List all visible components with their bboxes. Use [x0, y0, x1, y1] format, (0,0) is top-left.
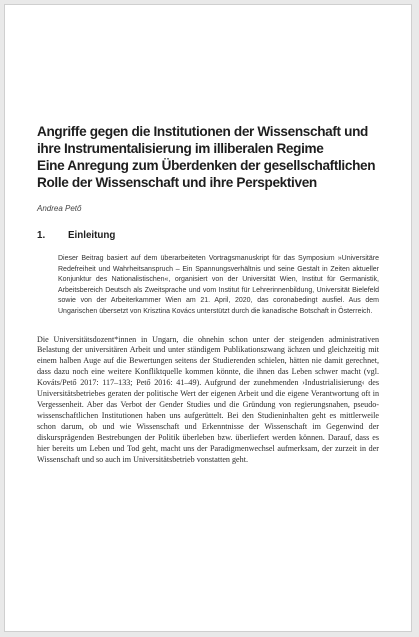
- section-heading: [37, 230, 379, 241]
- article-subtitle: Eine Anregung zum Überdenken der gesellschaftlichen Rolle der Wissenschaft und ihre Perspektiven: [37, 158, 376, 190]
- section-number: 1.: [37, 230, 46, 241]
- section-title: Einleitung: [68, 230, 116, 241]
- body-paragraph: Die Universitätsdozent*innen in Ungarn, die ohnehin schon unter der steigenden administrativen Belastung der universitären Arbeit und unter ständigem Publikationszwang ächzen und gleichzeitig mit einem halben Auge auf die Bewertungen seitens der Studierenden schielen, hätten nie damit gerechnet, dass dazu noch eine weitere Konfliktquelle kommen könnte, die ihnen das Leben schwer macht (vgl. Kováts/Pető 2017: 117–133; Pető 2016: 41–49). Aufgrund der zunehmenden ›Industrialisierung‹ des Universitätsbetriebes geraten der politische Wert der eigenen Arbeit und die eigene Verantwortung oft in Vergessenheit. Aber das Verbot der Gender Studies und die Gründung von regierungsnahen, pseudo-wissenschaftlichen Institutionen haben uns aufgerüttelt. Bei den Studieninhalten geht es mittlerweile schon darum, ob und wie Wissenschaft und Erkenntnisse der Wissenschaft im Gegenwind der diskursprägenden Bestrebungen der Politik überleben bzw. überliefert werden können. Darauf, dass es hier bereits um Leben und Tod geht, macht uns der Paradigmenwechsel aufmerksam, der zurzeit in der Wissenschaft und so auch im Universitätsbetrieb vonstatten geht.: [37, 334, 379, 464]
- article-title: Angriffe gegen die Institutionen der Wissenschaft und ihre Instrumentalisierung im illiberalen Regime: [37, 124, 369, 156]
- document-page: [4, 4, 412, 632]
- author-name: Andrea Pető: [37, 204, 82, 213]
- abstract-paragraph: Dieser Beitrag basiert auf dem überarbeiteten Vortragsmanuskript für das Symposium »Universitäre Redefreiheit und Wahrheitsanspruch – Ein Spannungsverhältnis und seine Gestalt in Zeiten aktueller Konjunktur des Nationalistischen«, organisiert von der Universität Wien, Institut für Germanistik, Arbeitsbereich Deutsch als Zweitsprache und vom Institut für Lehrerinnenbildung, Universität Bielefeld sowie von der Arbeiterkammer Wien am 21. April, 2020, das coronabedingt ausfiel. Aus dem Ungarischen übersetzt von Krisztina Kovács unterstützt durch die kanadische Botschaft in Österreich.: [58, 255, 379, 315]
- article: [37, 123, 379, 474]
